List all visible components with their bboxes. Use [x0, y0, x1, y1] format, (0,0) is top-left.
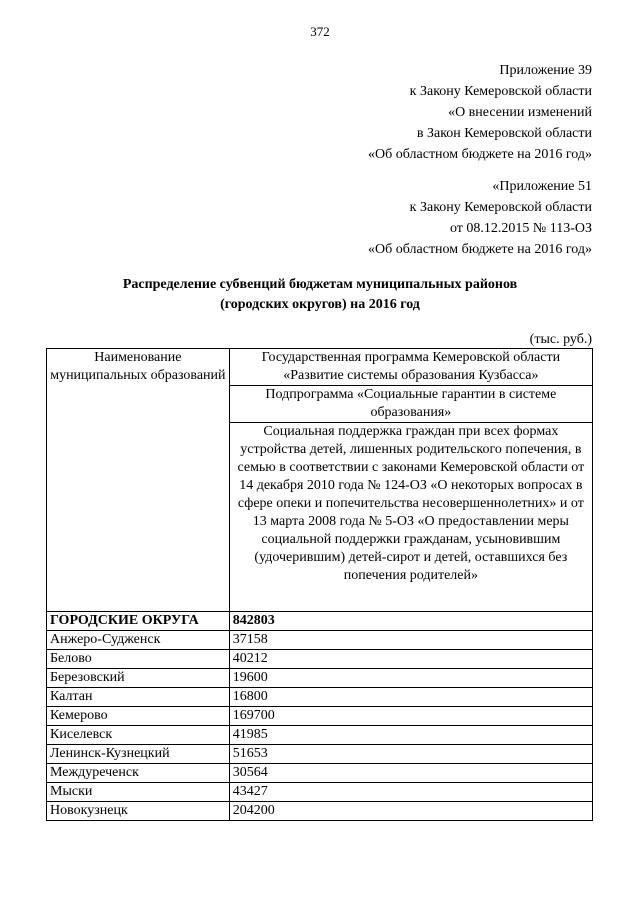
municipality-name: Кемерово — [47, 707, 230, 726]
appendix-line: Приложение 39 — [499, 63, 592, 78]
group-row — [47, 612, 593, 631]
group-value: 842803 — [229, 612, 592, 631]
units-label: (тыс. руб.) — [529, 332, 592, 347]
subvention-value: 16800 — [229, 688, 592, 707]
subvention-value: 30564 — [229, 764, 592, 783]
subvention-value: 37158 — [229, 631, 592, 650]
subvention-value: 43427 — [229, 783, 592, 802]
appendix-line: «Об областном бюджете на 2016 год» — [368, 147, 592, 162]
subvention-value: 40212 — [229, 650, 592, 669]
table-row — [47, 745, 593, 764]
table-row — [47, 669, 593, 688]
municipality-name: Анжеро-Судженск — [47, 631, 230, 650]
subvention-value: 169700 — [229, 707, 592, 726]
subvention-value: 19600 — [229, 669, 592, 688]
subprogram-header: Подпрограмма «Социальные гарантии в системе образования» — [229, 386, 592, 423]
appendix-line: «О внесении изменений — [448, 105, 592, 120]
title-line-1: Распределение субвенций бюджетам муниципальных районов — [122, 277, 518, 292]
municipality-name: Междуреченск — [47, 764, 230, 783]
appendix-line: к Закону Кемеровской области — [409, 200, 592, 215]
municipality-name: Белово — [47, 650, 230, 669]
program-header: Государственная программа Кемеровской области «Развитие системы образования Кузбасса» — [229, 349, 592, 386]
municipality-name: Ленинск-Кузнецкий — [47, 745, 230, 764]
table-row — [47, 802, 593, 821]
table-row — [47, 726, 593, 745]
document-title — [0, 275, 640, 315]
municipality-name: Мыски — [47, 783, 230, 802]
appendix-line: «Об областном бюджете на 2016 год» — [368, 242, 592, 257]
appendix-51-header — [368, 176, 592, 260]
appendix-line: «Приложение 51 — [492, 179, 592, 194]
appendix-line: от 08.12.2015 № 113-ОЗ — [449, 221, 592, 236]
table-row — [47, 631, 593, 650]
table-row — [47, 764, 593, 783]
appendix-line: к Закону Кемеровской области — [409, 84, 592, 99]
table-row — [47, 783, 593, 802]
table-header-row — [47, 349, 593, 386]
appendix-39-header — [368, 60, 592, 165]
municipality-column-header: Наименование муниципальных образований — [47, 349, 230, 612]
group-name: ГОРОДСКИЕ ОКРУГА — [47, 612, 230, 631]
appendix-line: в Закон Кемеровской области — [416, 126, 592, 141]
municipality-name: Киселевск — [47, 726, 230, 745]
subventions-table — [46, 348, 593, 821]
table-row — [47, 688, 593, 707]
subvention-value: 41985 — [229, 726, 592, 745]
title-line-2: (городских округов) на 2016 год — [220, 297, 420, 312]
table-row — [47, 707, 593, 726]
subvention-value: 204200 — [229, 802, 592, 821]
measure-header: Социальная поддержка граждан при всех формах устройства детей, лишенных родительского попечения, в семью в соответствии с законами Кемеровской области от 14 декабря 2010 года № 124-ОЗ «О некоторых вопросах в сфере опеки и попечительства несовершеннолетних» и от 13 марта 2008 года № 5-ОЗ «О предоставлении меры социальной поддержки гражданам, усыновившим (удочерившим) детей-сирот и детей, оставшихся без попечения родителей» — [229, 423, 592, 612]
subvention-value: 51653 — [229, 745, 592, 764]
table-row — [47, 650, 593, 669]
municipality-name: Новокузнецк — [47, 802, 230, 821]
municipality-name: Калтан — [47, 688, 230, 707]
municipality-name: Березовский — [47, 669, 230, 688]
page-number: 372 — [310, 24, 330, 39]
